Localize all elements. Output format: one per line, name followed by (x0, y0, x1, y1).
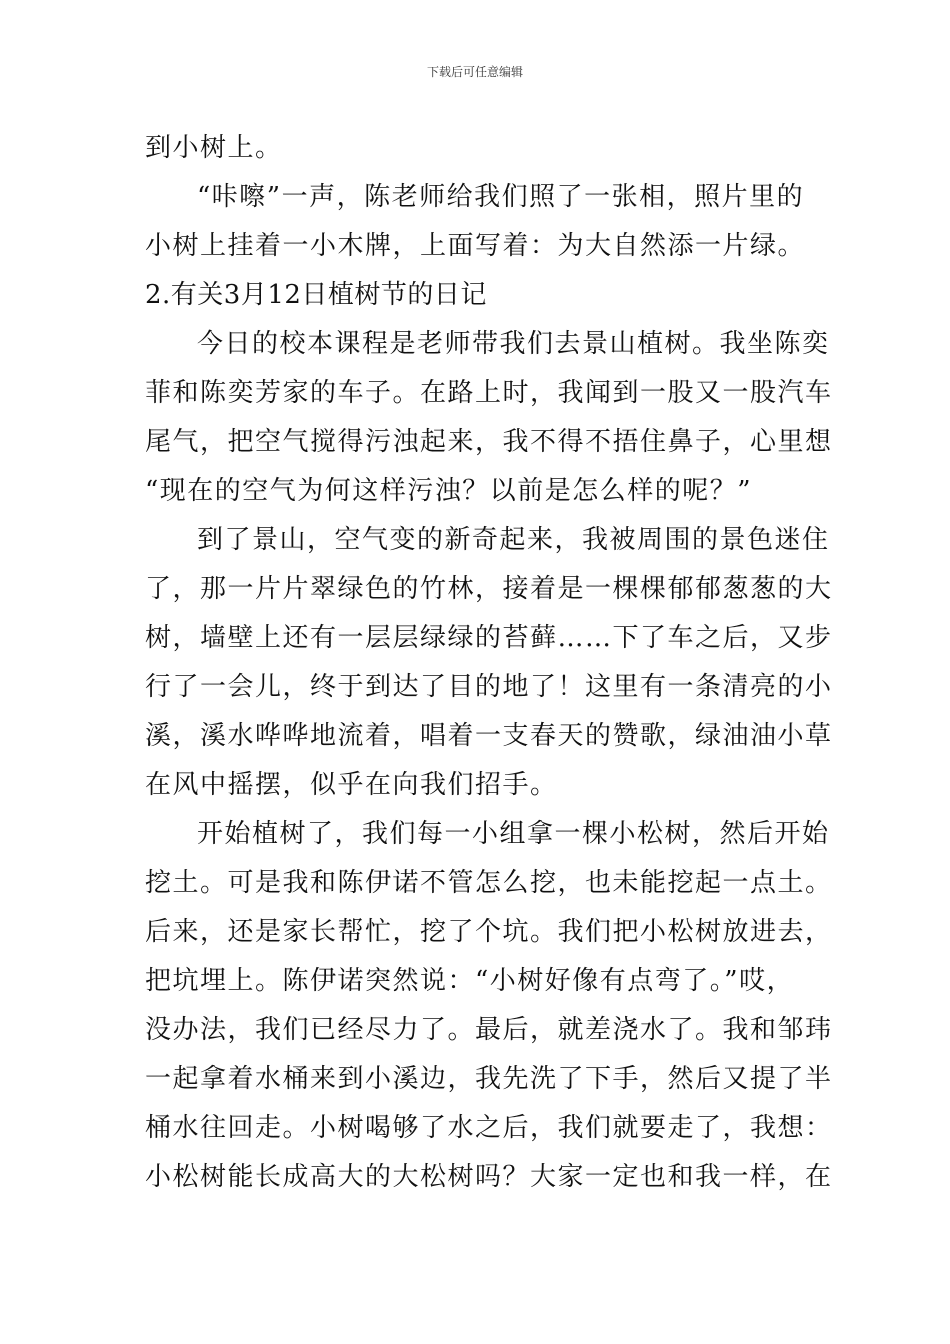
text-line: 菲和陈奕芳家的车子。在路上时，我闻到一股又一股汽车 (145, 378, 833, 408)
text-line: 今日的校本课程是老师带我们去景山植树。我坐陈奕 (197, 329, 830, 359)
text-line: 桶水往回走。小树喝够了水之后，我们就要走了，我想： (145, 1113, 833, 1143)
text-line: 行了一会儿，终于到达了目的地了！这里有一条清亮的小 (145, 672, 833, 702)
text-line: “咔嚓”一声，陈老师给我们照了一张相，照片里的 (197, 182, 805, 212)
section-heading: 2.有关3月12日植树节的日记 (145, 280, 487, 310)
text-line: 把坑埋上。陈伊诺突然说：“小树好像有点弯了。”哎， (145, 966, 795, 996)
document-body (145, 124, 833, 1202)
text-line: 一起拿着水桶来到小溪边，我先洗了下手，然后又提了半 (145, 1064, 833, 1094)
text-line: 挖土。可是我和陈伊诺不管怎么挖，也未能挖起一点土。 (145, 868, 833, 898)
text-line: 到了景山，空气变的新奇起来，我被周围的景色迷住 (197, 525, 830, 555)
text-line: 开始植树了，我们每一小组拿一棵小松树，然后开始 (197, 819, 830, 849)
text-line: 了，那一片片翠绿色的竹林，接着是一棵棵郁郁葱葱的大 (145, 574, 833, 604)
text-line: 没办法，我们已经尽力了。最后，就差浇水了。我和邹玮 (145, 1015, 833, 1045)
text-line: “现在的空气为何这样污浊？以前是怎么样的呢？” (145, 476, 753, 506)
page-header: 下载后可任意编辑 (426, 65, 523, 79)
text-line: 小松树能长成高大的大松树吗？大家一定也和我一样，在 (145, 1162, 833, 1192)
text-line: 到小树上。 (145, 133, 283, 163)
text-line: 小树上挂着一小木牌，上面写着：为大自然添一片绿。 (145, 231, 806, 261)
text-line: 后来，还是家长帮忙，挖了个坑。我们把小松树放进去， (145, 917, 833, 947)
text-line: 溪，溪水哗哗地流着，唱着一支春天的赞歌，绿油油小草 (145, 721, 833, 751)
text-line: 树，墙壁上还有一层层绿绿的苔藓……下了车之后，又步 (145, 623, 833, 653)
text-line: 在风中摇摆，似乎在向我们招手。 (145, 770, 558, 800)
text-line: 尾气，把空气搅得污浊起来，我不得不捂住鼻子，心里想 (145, 427, 833, 457)
